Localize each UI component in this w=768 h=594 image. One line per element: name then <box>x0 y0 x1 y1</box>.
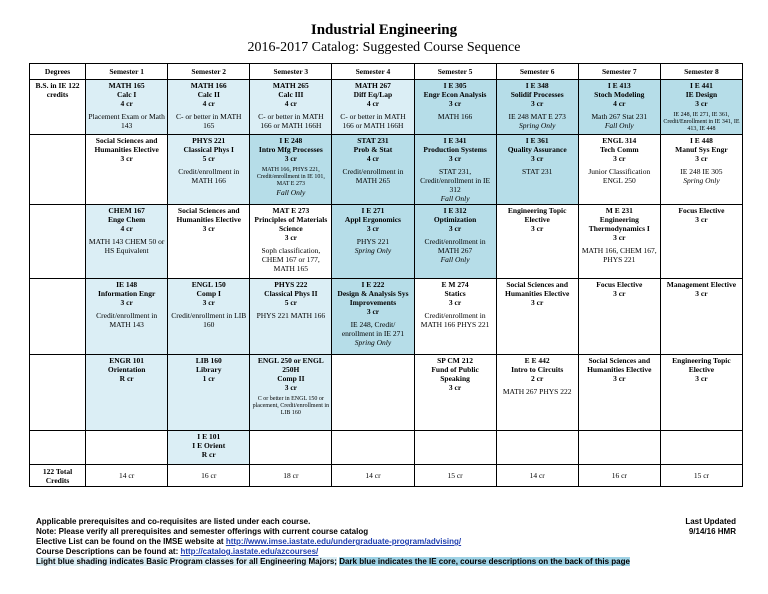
course-credits: 2 cr <box>531 374 544 383</box>
course-number: Social Sciences and Humanities Elective <box>504 280 570 298</box>
course-prereq: MATH 267 PHYS 222 <box>502 387 572 396</box>
course-prereq: IE 248 MAT E 273 <box>508 112 566 121</box>
course-name: Intro Mfg Processes <box>258 145 323 154</box>
course-name: Intro to Circuits <box>511 365 564 374</box>
course-number: PHYS 222 <box>274 280 308 289</box>
course-prereq: STAT 231, Credit/enrollment in IE 312 <box>420 167 491 194</box>
course-cell <box>168 355 250 431</box>
course-cell <box>414 205 496 279</box>
course-cell <box>578 279 660 355</box>
course-number: ENGR 101 <box>109 356 145 365</box>
course-credits: 4 cr <box>120 99 133 108</box>
course-cell <box>660 80 742 135</box>
course-offering: Fall Only <box>276 188 306 197</box>
course-cell <box>660 135 742 205</box>
course-name: Diff Eq/Lap <box>353 90 393 99</box>
empty-cell <box>30 279 86 355</box>
course-credits: 3 cr <box>695 374 708 383</box>
empty-cell <box>250 431 332 465</box>
course-row <box>30 355 743 431</box>
header-cell: Semester 2 <box>168 64 250 80</box>
course-cell <box>496 279 578 355</box>
course-credits: 3 cr <box>695 99 708 108</box>
course-number: I E 305 <box>443 81 467 90</box>
course-prereq: Math 267 Stat 231 <box>591 112 648 121</box>
course-cell <box>168 279 250 355</box>
course-prereq: Soph classification, CHEM 167 or 177, MATH 165 <box>261 246 321 273</box>
course-name: Orientation <box>107 365 146 374</box>
course-name: Information Engr <box>97 289 156 298</box>
course-credits: 3 cr <box>448 224 462 233</box>
course-credits: 3 cr <box>448 99 462 108</box>
header-cell: Semester 3 <box>250 64 332 80</box>
course-prereq: C- or better in MATH 166 or MATH 166H <box>258 112 324 130</box>
course-credits: 3 cr <box>284 233 297 242</box>
course-credits: 3 cr <box>202 298 215 307</box>
course-number: Engineering Topic Elective <box>672 356 731 374</box>
course-cell <box>332 355 414 431</box>
course-prereq: STAT 231 <box>522 167 553 176</box>
course-number: MATH 166 <box>190 81 227 90</box>
course-credits: 5 cr <box>284 298 297 307</box>
course-credits: 1 cr <box>202 374 215 383</box>
course-prereq: PHYS 221 <box>356 237 390 246</box>
course-number: ENGL 314 <box>602 136 637 145</box>
course-prereq: IE 248, Credit/ enrollment in IE 271 <box>341 320 405 338</box>
imse-advising-link[interactable]: http://www.imse.iastate.edu/undergraduate-program/advising/ <box>225 537 462 546</box>
course-prereq: MATH 166 <box>437 112 473 121</box>
course-credits: 3 cr <box>366 224 380 233</box>
course-credits: 3 cr <box>284 154 297 163</box>
course-cell <box>414 279 496 355</box>
footer-line: Elective List can be found on the IMSE website at http://www.imse.iastate.edu/undergraduate-program/advising/ <box>36 537 462 546</box>
catalog-link[interactable]: http://catalog.iastate.edu/azcourses/ <box>180 547 319 556</box>
course-number: Management Elective <box>666 280 737 289</box>
course-name: Comp II <box>277 374 305 383</box>
empty-cell <box>660 431 742 465</box>
course-credits: 4 cr <box>202 99 215 108</box>
header-row <box>30 64 743 80</box>
course-cell <box>168 205 250 279</box>
course-offering: Spring Only <box>354 246 392 255</box>
course-name: Classical Phys II <box>264 289 318 298</box>
course-cell <box>250 355 332 431</box>
page-title: Industrial Engineering <box>310 22 458 38</box>
course-cell <box>660 279 742 355</box>
course-number: I E 348 <box>525 81 549 90</box>
degree-label: B.S. in IE 122 credits <box>30 80 86 135</box>
empty-cell <box>30 135 86 205</box>
course-name: Comp I <box>196 289 221 298</box>
empty-cell <box>30 355 86 431</box>
course-credits: R cr <box>119 374 134 383</box>
course-credits: 3 cr <box>613 289 626 298</box>
page-subtitle: 2016-2017 Catalog: Suggested Course Sequence <box>247 40 521 55</box>
footer-line: Course Descriptions can be found at: http://catalog.iastate.edu/azcourses/ <box>36 547 319 556</box>
course-credits: 3 cr <box>695 289 708 298</box>
empty-cell <box>414 431 496 465</box>
header-cell: Semester 5 <box>414 64 496 80</box>
course-row <box>30 205 743 279</box>
course-cell <box>414 135 496 205</box>
course-offering: Fall Only <box>604 121 634 130</box>
empty-cell <box>86 431 168 465</box>
course-prereq: MATH 143 CHEM 50 or HS Equivalent <box>88 237 165 255</box>
course-number: Focus Elective <box>596 280 643 289</box>
course-number: I E 312 <box>443 206 467 215</box>
course-number: I E 361 <box>525 136 549 145</box>
course-name: Enge Chem <box>107 215 146 224</box>
course-credits: 3 cr <box>531 298 544 307</box>
course-cell <box>332 80 414 135</box>
course-credits: 3 cr <box>613 154 626 163</box>
course-credits: 3 cr <box>120 298 133 307</box>
empty-cell <box>496 431 578 465</box>
course-credits: 3 cr <box>613 374 626 383</box>
course-credits: 3 cr <box>448 298 462 307</box>
course-number: MATH 267 <box>355 81 391 90</box>
course-cell <box>332 279 414 355</box>
course-name: Calc I <box>116 90 137 99</box>
total-cell: 14 cr <box>332 465 414 487</box>
course-number: STAT 231 <box>357 136 389 145</box>
course-cell <box>660 205 742 279</box>
course-name: Design & Analysis Sys Improvements <box>337 289 409 307</box>
dark-blue-legend: Dark blue indicates the IE core, course descriptions on the back of this page <box>339 557 630 566</box>
course-cell <box>414 355 496 431</box>
empty-cell <box>578 431 660 465</box>
course-offering: Fall Only <box>440 255 470 264</box>
total-cell: 16 cr <box>168 465 250 487</box>
header-cell: Semester 1 <box>86 64 168 80</box>
course-credits: 4 cr <box>613 99 626 108</box>
header-cell: Semester 4 <box>332 64 414 80</box>
course-cell <box>86 135 168 205</box>
course-cell <box>250 80 332 135</box>
course-cell <box>86 355 168 431</box>
course-name: Fund of Public Speaking <box>431 365 479 383</box>
footer-line: Applicable prerequisites and co-requisites are listed under each course. <box>36 517 311 526</box>
course-name: Calc II <box>197 90 220 99</box>
course-prereq: IE 248 IE 305 <box>680 167 723 176</box>
course-cell <box>86 279 168 355</box>
course-number: Social Sciences and Humanities Elective <box>94 136 159 154</box>
course-cell <box>578 135 660 205</box>
course-number: ENGL 250 or ENGL 250H <box>257 356 324 374</box>
course-number: IE 148 <box>116 280 138 289</box>
course-cell <box>332 135 414 205</box>
total-cell: 18 cr <box>250 465 332 487</box>
course-credits: 3 cr <box>531 224 544 233</box>
course-name: Production Systems <box>423 145 487 154</box>
course-prereq: MATH 166, CHEM 167, PHYS 221 <box>581 246 657 264</box>
light-blue-legend: Light blue shading indicates Basic Program classes for all Engineering Majors; <box>36 557 337 566</box>
course-cell <box>86 205 168 279</box>
course-sequence-table <box>29 63 743 487</box>
course-number: ENGL 150 <box>191 280 226 289</box>
total-cell: 14 cr <box>496 465 578 487</box>
course-number: Social Sciences and Humanities Elective <box>587 356 652 374</box>
course-number: MATH 265 <box>272 81 309 90</box>
course-credits: 3 cr <box>613 233 626 242</box>
course-number: Social Sciences and Humanities Elective <box>176 206 241 224</box>
course-row <box>30 279 743 355</box>
course-cell <box>578 355 660 431</box>
course-cell <box>496 355 578 431</box>
course-number: LIB 160 <box>195 356 222 365</box>
course-prereq: Junior Classification ENGL 250 <box>588 167 651 185</box>
footer-line <box>36 557 736 567</box>
course-number: E M 274 <box>441 280 469 289</box>
course-credits: 5 cr <box>202 154 215 163</box>
course-cell: I E 101 I E Orient R cr <box>168 431 250 465</box>
course-name: Statics <box>444 289 466 298</box>
course-credits: 3 cr <box>448 154 462 163</box>
totals-row <box>30 465 743 487</box>
course-name: IE Design <box>685 90 718 99</box>
course-prereq: C- or better in MATH 165 <box>176 112 242 130</box>
empty-cell <box>30 431 86 465</box>
course-number: I E 448 <box>689 136 713 145</box>
course-prereq: Credit/enrollment in MATH 166 <box>178 167 240 185</box>
course-name: Prob & Stat <box>353 145 393 154</box>
empty-cell <box>332 431 414 465</box>
course-prereq: C- or better in MATH 166 or MATH 166H <box>340 112 406 130</box>
course-number: M E 231 <box>605 206 633 215</box>
course-credits: 4 cr <box>366 154 380 163</box>
footer-line: Note: Please verify all prerequisites and semester offerings with current course catalog <box>36 527 369 536</box>
course-cell <box>578 80 660 135</box>
course-cell <box>168 80 250 135</box>
course-offering: Spring Only <box>518 121 556 130</box>
total-cell: 16 cr <box>578 465 660 487</box>
empty-cell <box>30 205 86 279</box>
total-cell: 14 cr <box>86 465 168 487</box>
course-credits: 3 cr <box>695 154 708 163</box>
total-cell: 15 cr <box>414 465 496 487</box>
course-cell <box>250 205 332 279</box>
course-prereq: Credit/enrollment in MATH 267 <box>424 237 486 255</box>
course-number: I E 271 <box>361 206 385 215</box>
course-number: I E 441 <box>689 81 713 90</box>
course-prereq: Credit/enrollment in MATH 166 PHYS 221 <box>420 311 490 329</box>
course-number: SP CM 212 <box>437 356 473 365</box>
course-cell <box>414 80 496 135</box>
course-number: MAT E 273 <box>272 206 310 215</box>
course-prereq: Credit/enrollment in MATH 265 <box>342 167 404 185</box>
last-updated: Last Updated 9/14/16 HMR <box>685 517 736 536</box>
course-name: Calc III <box>278 90 304 99</box>
course-credits: 3 cr <box>202 224 215 233</box>
course-cell <box>496 205 578 279</box>
course-number: I E 341 <box>443 136 467 145</box>
course-offering: Spring Only <box>354 338 392 347</box>
course-cell <box>578 205 660 279</box>
course-row <box>30 135 743 205</box>
header-cell: Semester 8 <box>660 64 742 80</box>
course-name: Solidif Processes <box>510 90 564 99</box>
course-number: Focus Elective <box>678 206 725 215</box>
course-name: Stoch Modeling <box>594 90 645 99</box>
course-number: I E 248 <box>279 136 303 145</box>
course-prereq: IE 248, IE 271, IE 361, Credit/Enrollment in IE 341, IE 413, IE 448 <box>663 112 740 132</box>
course-name: Principles of Materials Science <box>254 215 328 233</box>
course-number: MATH 165 <box>108 81 145 90</box>
course-cell <box>332 205 414 279</box>
course-credits: 4 cr <box>120 224 133 233</box>
course-cell <box>86 80 168 135</box>
course-cell <box>168 135 250 205</box>
course-number: I E 222 <box>361 280 385 289</box>
total-cell: 15 cr <box>660 465 742 487</box>
course-credits: 3 cr <box>366 307 380 316</box>
course-credits: 3 cr <box>448 383 462 392</box>
course-offering: Fall Only <box>440 194 470 203</box>
course-prereq: Credit/enrollment in LIB 160 <box>171 311 247 329</box>
course-name: Classical Phys I <box>183 145 234 154</box>
header-cell: Semester 6 <box>496 64 578 80</box>
course-number: E E 442 <box>524 356 550 365</box>
course-cell <box>496 135 578 205</box>
course-name: Appl Ergonomics <box>344 215 401 224</box>
header-cell: Degrees <box>30 64 86 80</box>
course-prereq: MATH 166, PHYS 221, Credit/enrollment in IE 101, MAT E 273 <box>256 167 325 187</box>
course-number: CHEM 167 <box>108 206 145 215</box>
course-credits: 3 cr <box>695 215 708 224</box>
course-credits: 3 cr <box>531 99 544 108</box>
course-cell <box>250 279 332 355</box>
course-name: Engineering Thermodynamics I <box>588 215 650 233</box>
course-credits: 4 cr <box>366 99 380 108</box>
course-cell <box>496 80 578 135</box>
course-name: Library <box>196 365 222 374</box>
course-name: Manuf Sys Engr <box>675 145 728 154</box>
course-prereq: C or better in ENGL 150 or placement, Credit/enrollment in LIB 160 <box>252 396 330 416</box>
course-prereq: PHYS 221 MATH 166 <box>256 311 326 320</box>
course-name: Quality Assurance <box>507 145 567 154</box>
orientation-row <box>30 431 743 465</box>
course-credits: 3 cr <box>120 154 133 163</box>
course-number: Engineering Topic Elective <box>507 206 567 224</box>
course-name: Engr Econ Analysis <box>423 90 487 99</box>
course-prereq: Credit/enrollment in MATH 143 <box>96 311 158 329</box>
course-credits: 3 cr <box>284 383 297 392</box>
header-cell: Semester 7 <box>578 64 660 80</box>
course-credits: 4 cr <box>284 99 297 108</box>
totals-label: 122 Total Credits <box>30 465 86 487</box>
course-name: Optimization <box>433 215 477 224</box>
course-number: PHYS 221 <box>192 136 226 145</box>
course-number: I E 413 <box>607 81 631 90</box>
course-row <box>30 80 743 135</box>
course-offering: Spring Only <box>683 176 720 185</box>
footer-notes <box>36 517 736 567</box>
course-name: Tech Comm <box>599 145 639 154</box>
course-prereq: Placement Exam or Math 143 <box>88 112 165 130</box>
course-cell <box>250 135 332 205</box>
course-cell <box>660 355 742 431</box>
course-credits: 3 cr <box>531 154 544 163</box>
